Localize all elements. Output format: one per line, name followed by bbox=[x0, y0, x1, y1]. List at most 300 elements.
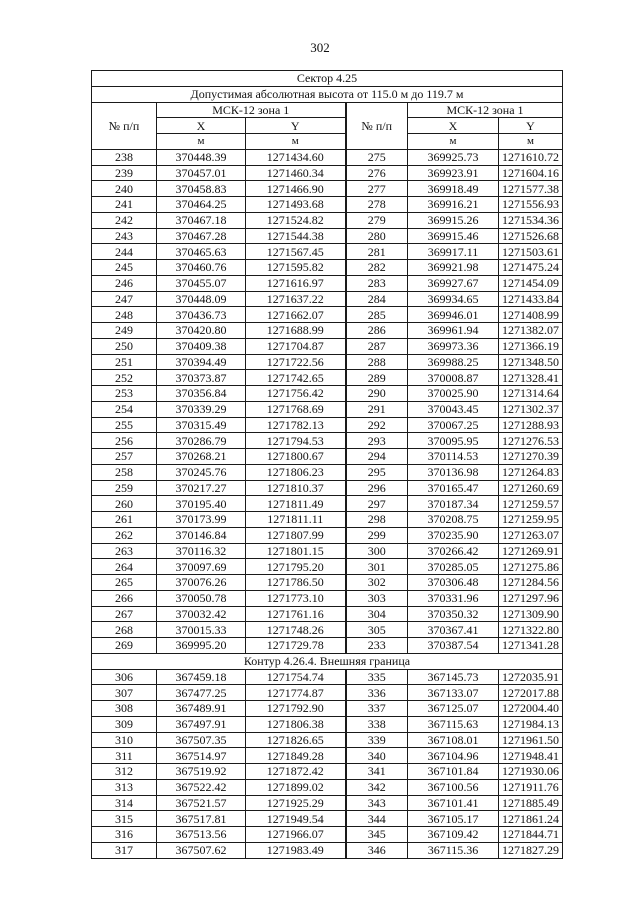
y-coord-left: 1271792.90 bbox=[246, 701, 346, 717]
table-row bbox=[92, 606, 563, 622]
point-number-left: 251 bbox=[92, 354, 157, 370]
y-coord-right: 1271382.07 bbox=[499, 323, 563, 339]
table-row bbox=[92, 842, 563, 858]
y-coord-left: 1271899.02 bbox=[246, 779, 346, 795]
x-coord-left: 370268.21 bbox=[157, 449, 246, 465]
table-row bbox=[92, 386, 563, 402]
x-coord-left: 367459.18 bbox=[157, 669, 246, 685]
table-row bbox=[92, 716, 563, 732]
x-coord-right: 369923.91 bbox=[408, 165, 499, 181]
point-number-right: 301 bbox=[346, 559, 408, 575]
x-coord-left: 367517.81 bbox=[157, 811, 246, 827]
height-caption: Допустимая абсолютная высота от 115.0 м до 119.7 м bbox=[92, 86, 563, 102]
point-number-left: 257 bbox=[92, 449, 157, 465]
point-number-right: 286 bbox=[346, 323, 408, 339]
x-coord-left: 370076.26 bbox=[157, 575, 246, 591]
y-coord-right: 1271322.80 bbox=[499, 622, 563, 638]
zone-header-left: МСК-12 зона 1 bbox=[157, 102, 346, 118]
y-coord-right: 1271503.61 bbox=[499, 244, 563, 260]
table-row bbox=[92, 622, 563, 638]
y-coord-right: 1271348.50 bbox=[499, 354, 563, 370]
point-number-left: 246 bbox=[92, 275, 157, 291]
y-coord-left: 1271742.65 bbox=[246, 370, 346, 386]
y-coord-left: 1271966.07 bbox=[246, 827, 346, 843]
point-number-right: 339 bbox=[346, 732, 408, 748]
point-number-left: 239 bbox=[92, 165, 157, 181]
y-coord-left: 1271524.82 bbox=[246, 212, 346, 228]
coordinates-table bbox=[91, 70, 563, 859]
x-coord-right: 370367.41 bbox=[408, 622, 499, 638]
y-coord-left: 1271567.45 bbox=[246, 244, 346, 260]
y-coord-right: 1271328.41 bbox=[499, 370, 563, 386]
y-coord-right: 1271309.90 bbox=[499, 606, 563, 622]
point-number-left: 268 bbox=[92, 622, 157, 638]
point-number-right: 279 bbox=[346, 212, 408, 228]
table-row bbox=[92, 370, 563, 386]
point-number-right: 335 bbox=[346, 669, 408, 685]
point-number-left: 261 bbox=[92, 512, 157, 528]
point-number-left: 317 bbox=[92, 842, 157, 858]
y-coord-right: 1271984.13 bbox=[499, 716, 563, 732]
point-number-right: 293 bbox=[346, 433, 408, 449]
x-coord-left: 370195.40 bbox=[157, 496, 246, 512]
x-header-right: X bbox=[408, 118, 499, 134]
y-coord-left: 1271949.54 bbox=[246, 811, 346, 827]
x-coord-right: 370387.54 bbox=[408, 638, 499, 654]
x-coord-left: 370460.76 bbox=[157, 260, 246, 276]
x-coord-left: 370356.84 bbox=[157, 386, 246, 402]
y-coord-right: 1271263.07 bbox=[499, 527, 563, 543]
y-coord-right: 1272004.40 bbox=[499, 701, 563, 717]
y-coord-right: 1271861.24 bbox=[499, 811, 563, 827]
x-coord-right: 369961.94 bbox=[408, 323, 499, 339]
y-coord-left: 1271811.11 bbox=[246, 512, 346, 528]
x-coord-left: 370339.29 bbox=[157, 401, 246, 417]
x-coord-right: 367108.01 bbox=[408, 732, 499, 748]
point-number-right: 296 bbox=[346, 480, 408, 496]
x-coord-right: 369973.36 bbox=[408, 338, 499, 354]
point-number-left: 260 bbox=[92, 496, 157, 512]
point-number-left: 258 bbox=[92, 464, 157, 480]
y-coord-right: 1271827.29 bbox=[499, 842, 563, 858]
x-coord-right: 370114.53 bbox=[408, 449, 499, 465]
point-number-left: 265 bbox=[92, 575, 157, 591]
x-coord-left: 370245.76 bbox=[157, 464, 246, 480]
point-number-left: 307 bbox=[92, 685, 157, 701]
y-coord-left: 1271806.23 bbox=[246, 464, 346, 480]
x-coord-left: 370394.49 bbox=[157, 354, 246, 370]
unit-x-left: м bbox=[157, 134, 246, 150]
table-row bbox=[92, 527, 563, 543]
point-number-right: 289 bbox=[346, 370, 408, 386]
point-number-right: 275 bbox=[346, 149, 408, 165]
point-number-left: 262 bbox=[92, 527, 157, 543]
x-coord-right: 370136.98 bbox=[408, 464, 499, 480]
y-coord-left: 1271466.90 bbox=[246, 181, 346, 197]
x-coord-left: 370032.42 bbox=[157, 606, 246, 622]
y-coord-left: 1271662.07 bbox=[246, 307, 346, 323]
x-coord-right: 369916.21 bbox=[408, 197, 499, 213]
y-coord-right: 1271961.50 bbox=[499, 732, 563, 748]
y-coord-left: 1271872.42 bbox=[246, 764, 346, 780]
y-coord-right: 1271408.99 bbox=[499, 307, 563, 323]
x-coord-left: 367489.91 bbox=[157, 701, 246, 717]
x-coord-left: 370436.73 bbox=[157, 307, 246, 323]
x-coord-left: 367521.57 bbox=[157, 795, 246, 811]
x-coord-left: 367507.62 bbox=[157, 842, 246, 858]
y-coord-right: 1271341.28 bbox=[499, 638, 563, 654]
point-number-left: 312 bbox=[92, 764, 157, 780]
y-coord-right: 1271366.19 bbox=[499, 338, 563, 354]
y-coord-right: 1271288.93 bbox=[499, 417, 563, 433]
point-number-right: 342 bbox=[346, 779, 408, 795]
x-coord-left: 367519.92 bbox=[157, 764, 246, 780]
x-coord-right: 367125.07 bbox=[408, 701, 499, 717]
point-number-left: 264 bbox=[92, 559, 157, 575]
unit-x-right: м bbox=[408, 134, 499, 150]
x-header-left: X bbox=[157, 118, 246, 134]
y-coord-right: 1271297.96 bbox=[499, 590, 563, 606]
y-coord-right: 1271930.06 bbox=[499, 764, 563, 780]
x-coord-right: 369921.98 bbox=[408, 260, 499, 276]
x-coord-right: 367115.36 bbox=[408, 842, 499, 858]
x-coord-right: 369927.67 bbox=[408, 275, 499, 291]
y-coord-left: 1271794.53 bbox=[246, 433, 346, 449]
point-number-left: 315 bbox=[92, 811, 157, 827]
y-coord-left: 1271434.60 bbox=[246, 149, 346, 165]
point-number-right: 290 bbox=[346, 386, 408, 402]
point-number-right: 337 bbox=[346, 701, 408, 717]
y-coord-right: 1271534.36 bbox=[499, 212, 563, 228]
point-number-right: 304 bbox=[346, 606, 408, 622]
table-row bbox=[92, 260, 563, 276]
table-row bbox=[92, 748, 563, 764]
point-number-left: 250 bbox=[92, 338, 157, 354]
x-coord-left: 370373.87 bbox=[157, 370, 246, 386]
x-coord-left: 370173.99 bbox=[157, 512, 246, 528]
x-coord-right: 370331.96 bbox=[408, 590, 499, 606]
table-row bbox=[92, 417, 563, 433]
table-row bbox=[92, 291, 563, 307]
point-number-right: 280 bbox=[346, 228, 408, 244]
x-coord-left: 370409.38 bbox=[157, 338, 246, 354]
table-row bbox=[92, 685, 563, 701]
x-coord-right: 369918.49 bbox=[408, 181, 499, 197]
y-coord-left: 1271595.82 bbox=[246, 260, 346, 276]
point-number-right: 291 bbox=[346, 401, 408, 417]
table-row bbox=[92, 827, 563, 843]
x-coord-left: 370464.25 bbox=[157, 197, 246, 213]
point-number-right: 284 bbox=[346, 291, 408, 307]
y-coord-left: 1271761.16 bbox=[246, 606, 346, 622]
point-number-left: 259 bbox=[92, 480, 157, 496]
x-coord-right: 370008.87 bbox=[408, 370, 499, 386]
table-row bbox=[92, 197, 563, 213]
x-coord-right: 369934.65 bbox=[408, 291, 499, 307]
x-coord-right: 369988.25 bbox=[408, 354, 499, 370]
x-coord-left: 370467.18 bbox=[157, 212, 246, 228]
x-coord-left: 369995.20 bbox=[157, 638, 246, 654]
y-coord-right: 1271844.71 bbox=[499, 827, 563, 843]
point-number-right: 303 bbox=[346, 590, 408, 606]
table-row bbox=[92, 512, 563, 528]
sector-title: Сектор 4.25 bbox=[92, 71, 563, 87]
x-coord-right: 370350.32 bbox=[408, 606, 499, 622]
point-number-right: 281 bbox=[346, 244, 408, 260]
x-coord-left: 367507.35 bbox=[157, 732, 246, 748]
point-number-right: 282 bbox=[346, 260, 408, 276]
table-row bbox=[92, 496, 563, 512]
coordinates-table-body bbox=[92, 71, 563, 859]
point-number-left: 311 bbox=[92, 748, 157, 764]
table-row bbox=[92, 275, 563, 291]
x-coord-left: 370458.83 bbox=[157, 181, 246, 197]
table-row bbox=[92, 401, 563, 417]
y-coord-right: 1271433.84 bbox=[499, 291, 563, 307]
x-coord-right: 367101.84 bbox=[408, 764, 499, 780]
point-number-right: 287 bbox=[346, 338, 408, 354]
y-coord-left: 1271460.34 bbox=[246, 165, 346, 181]
x-coord-left: 367522.42 bbox=[157, 779, 246, 795]
y-coord-right: 1271454.09 bbox=[499, 275, 563, 291]
y-coord-right: 1271264.83 bbox=[499, 464, 563, 480]
y-coord-right: 1272017.88 bbox=[499, 685, 563, 701]
point-number-left: 266 bbox=[92, 590, 157, 606]
table-row bbox=[92, 764, 563, 780]
table-row bbox=[92, 181, 563, 197]
y-coord-left: 1271811.49 bbox=[246, 496, 346, 512]
y-coord-left: 1271768.69 bbox=[246, 401, 346, 417]
x-coord-left: 370050.78 bbox=[157, 590, 246, 606]
table-row bbox=[92, 701, 563, 717]
x-coord-left: 370097.69 bbox=[157, 559, 246, 575]
point-number-right: 302 bbox=[346, 575, 408, 591]
table-row bbox=[92, 354, 563, 370]
x-coord-right: 370025.90 bbox=[408, 386, 499, 402]
point-number-left: 269 bbox=[92, 638, 157, 654]
y-coord-left: 1271544.38 bbox=[246, 228, 346, 244]
y-coord-left: 1271826.65 bbox=[246, 732, 346, 748]
point-number-right: 299 bbox=[346, 527, 408, 543]
x-coord-left: 370448.09 bbox=[157, 291, 246, 307]
y-coord-left: 1271807.99 bbox=[246, 527, 346, 543]
point-number-left: 248 bbox=[92, 307, 157, 323]
point-number-right: 346 bbox=[346, 842, 408, 858]
point-number-left: 245 bbox=[92, 260, 157, 276]
y-coord-right: 1271269.91 bbox=[499, 543, 563, 559]
table-row bbox=[92, 559, 563, 575]
point-number-left: 263 bbox=[92, 543, 157, 559]
point-number-left: 309 bbox=[92, 716, 157, 732]
x-coord-left: 367497.91 bbox=[157, 716, 246, 732]
y-coord-left: 1271925.29 bbox=[246, 795, 346, 811]
x-coord-right: 370165.47 bbox=[408, 480, 499, 496]
x-coord-right: 369946.01 bbox=[408, 307, 499, 323]
y-coord-right: 1271259.57 bbox=[499, 496, 563, 512]
x-coord-left: 370457.01 bbox=[157, 165, 246, 181]
x-coord-right: 367100.56 bbox=[408, 779, 499, 795]
y-coord-left: 1271688.99 bbox=[246, 323, 346, 339]
unit-y-left: м bbox=[246, 134, 346, 150]
x-coord-right: 369917.11 bbox=[408, 244, 499, 260]
y-coord-left: 1271774.87 bbox=[246, 685, 346, 701]
y-coord-left: 1271806.38 bbox=[246, 716, 346, 732]
table-row bbox=[92, 795, 563, 811]
x-coord-right: 369915.46 bbox=[408, 228, 499, 244]
point-number-right: 340 bbox=[346, 748, 408, 764]
y-coord-right: 1271604.16 bbox=[499, 165, 563, 181]
y-coord-right: 1271302.37 bbox=[499, 401, 563, 417]
table-row bbox=[92, 732, 563, 748]
point-number-left: 253 bbox=[92, 386, 157, 402]
point-number-left: 243 bbox=[92, 228, 157, 244]
y-coord-left: 1271616.97 bbox=[246, 275, 346, 291]
x-coord-right: 370266.42 bbox=[408, 543, 499, 559]
point-number-right: 295 bbox=[346, 464, 408, 480]
y-coord-right: 1271260.69 bbox=[499, 480, 563, 496]
contour-title: Контур 4.26.4. Внешняя граница bbox=[92, 653, 563, 669]
x-coord-left: 370286.79 bbox=[157, 433, 246, 449]
x-coord-right: 367115.63 bbox=[408, 716, 499, 732]
point-number-left: 313 bbox=[92, 779, 157, 795]
x-coord-left: 370315.49 bbox=[157, 417, 246, 433]
x-coord-right: 370043.45 bbox=[408, 401, 499, 417]
x-coord-left: 370015.33 bbox=[157, 622, 246, 638]
y-coord-right: 1271475.24 bbox=[499, 260, 563, 276]
point-number-left: 254 bbox=[92, 401, 157, 417]
y-coord-right: 1271885.49 bbox=[499, 795, 563, 811]
x-coord-right: 370067.25 bbox=[408, 417, 499, 433]
table-row bbox=[92, 323, 563, 339]
point-number-right: 285 bbox=[346, 307, 408, 323]
page-number: 302 bbox=[310, 40, 330, 55]
x-coord-left: 370420.80 bbox=[157, 323, 246, 339]
x-coord-right: 370095.95 bbox=[408, 433, 499, 449]
x-coord-right: 367104.96 bbox=[408, 748, 499, 764]
x-coord-right: 367109.42 bbox=[408, 827, 499, 843]
y-coord-right: 1271284.56 bbox=[499, 575, 563, 591]
y-coord-right: 1271610.72 bbox=[499, 149, 563, 165]
point-number-right: 298 bbox=[346, 512, 408, 528]
num-col-header-left: № п/п bbox=[92, 102, 157, 149]
point-number-left: 306 bbox=[92, 669, 157, 685]
table-row bbox=[92, 449, 563, 465]
x-coord-left: 367514.97 bbox=[157, 748, 246, 764]
table-row bbox=[92, 244, 563, 260]
point-number-left: 314 bbox=[92, 795, 157, 811]
table-row bbox=[92, 165, 563, 181]
x-coord-right: 370306.48 bbox=[408, 575, 499, 591]
point-number-right: 288 bbox=[346, 354, 408, 370]
point-number-left: 255 bbox=[92, 417, 157, 433]
num-col-header-right: № п/п bbox=[346, 102, 408, 149]
point-number-left: 247 bbox=[92, 291, 157, 307]
y-coord-right: 1272035.91 bbox=[499, 669, 563, 685]
x-coord-left: 367513.56 bbox=[157, 827, 246, 843]
point-number-left: 249 bbox=[92, 323, 157, 339]
table-row bbox=[92, 590, 563, 606]
y-coord-right: 1271275.86 bbox=[499, 559, 563, 575]
point-number-right: 292 bbox=[346, 417, 408, 433]
y-header-left: Y bbox=[246, 118, 346, 134]
table-row bbox=[92, 638, 563, 654]
table-row bbox=[92, 811, 563, 827]
x-coord-right: 367105.17 bbox=[408, 811, 499, 827]
point-number-right: 233 bbox=[346, 638, 408, 654]
x-coord-right: 367133.07 bbox=[408, 685, 499, 701]
table-row bbox=[92, 480, 563, 496]
y-coord-right: 1271911.76 bbox=[499, 779, 563, 795]
y-coord-right: 1271259.95 bbox=[499, 512, 563, 528]
y-coord-left: 1271983.49 bbox=[246, 842, 346, 858]
x-coord-left: 370146.84 bbox=[157, 527, 246, 543]
y-coord-left: 1271782.13 bbox=[246, 417, 346, 433]
x-coord-right: 370285.05 bbox=[408, 559, 499, 575]
point-number-left: 310 bbox=[92, 732, 157, 748]
point-number-right: 297 bbox=[346, 496, 408, 512]
point-number-left: 242 bbox=[92, 212, 157, 228]
point-number-right: 277 bbox=[346, 181, 408, 197]
y-coord-left: 1271493.68 bbox=[246, 197, 346, 213]
point-number-left: 316 bbox=[92, 827, 157, 843]
y-coord-right: 1271948.41 bbox=[499, 748, 563, 764]
x-coord-left: 370116.32 bbox=[157, 543, 246, 559]
point-number-right: 343 bbox=[346, 795, 408, 811]
y-header-right: Y bbox=[499, 118, 563, 134]
y-coord-left: 1271637.22 bbox=[246, 291, 346, 307]
y-coord-left: 1271800.67 bbox=[246, 449, 346, 465]
y-coord-left: 1271704.87 bbox=[246, 338, 346, 354]
y-coord-left: 1271810.37 bbox=[246, 480, 346, 496]
point-number-left: 252 bbox=[92, 370, 157, 386]
x-coord-right: 370235.90 bbox=[408, 527, 499, 543]
y-coord-left: 1271748.26 bbox=[246, 622, 346, 638]
x-coord-right: 369925.73 bbox=[408, 149, 499, 165]
table-row bbox=[92, 464, 563, 480]
table-row bbox=[92, 779, 563, 795]
point-number-right: 278 bbox=[346, 197, 408, 213]
table-row bbox=[92, 212, 563, 228]
y-coord-left: 1271801.15 bbox=[246, 543, 346, 559]
table-row bbox=[92, 149, 563, 165]
point-number-right: 276 bbox=[346, 165, 408, 181]
table-row bbox=[92, 228, 563, 244]
y-coord-left: 1271756.42 bbox=[246, 386, 346, 402]
y-coord-right: 1271276.53 bbox=[499, 433, 563, 449]
table-row bbox=[92, 338, 563, 354]
zone-header-right: МСК-12 зона 1 bbox=[408, 102, 563, 118]
point-number-right: 283 bbox=[346, 275, 408, 291]
table-row bbox=[92, 669, 563, 685]
table-row bbox=[92, 307, 563, 323]
point-number-left: 240 bbox=[92, 181, 157, 197]
y-coord-left: 1271786.50 bbox=[246, 575, 346, 591]
y-coord-right: 1271270.39 bbox=[499, 449, 563, 465]
point-number-left: 308 bbox=[92, 701, 157, 717]
point-number-right: 344 bbox=[346, 811, 408, 827]
point-number-left: 267 bbox=[92, 606, 157, 622]
y-coord-left: 1271849.28 bbox=[246, 748, 346, 764]
x-coord-right: 370208.75 bbox=[408, 512, 499, 528]
point-number-left: 238 bbox=[92, 149, 157, 165]
y-coord-left: 1271729.78 bbox=[246, 638, 346, 654]
x-coord-left: 370217.27 bbox=[157, 480, 246, 496]
point-number-right: 341 bbox=[346, 764, 408, 780]
x-coord-left: 367477.25 bbox=[157, 685, 246, 701]
table-row bbox=[92, 543, 563, 559]
point-number-right: 300 bbox=[346, 543, 408, 559]
point-number-right: 345 bbox=[346, 827, 408, 843]
